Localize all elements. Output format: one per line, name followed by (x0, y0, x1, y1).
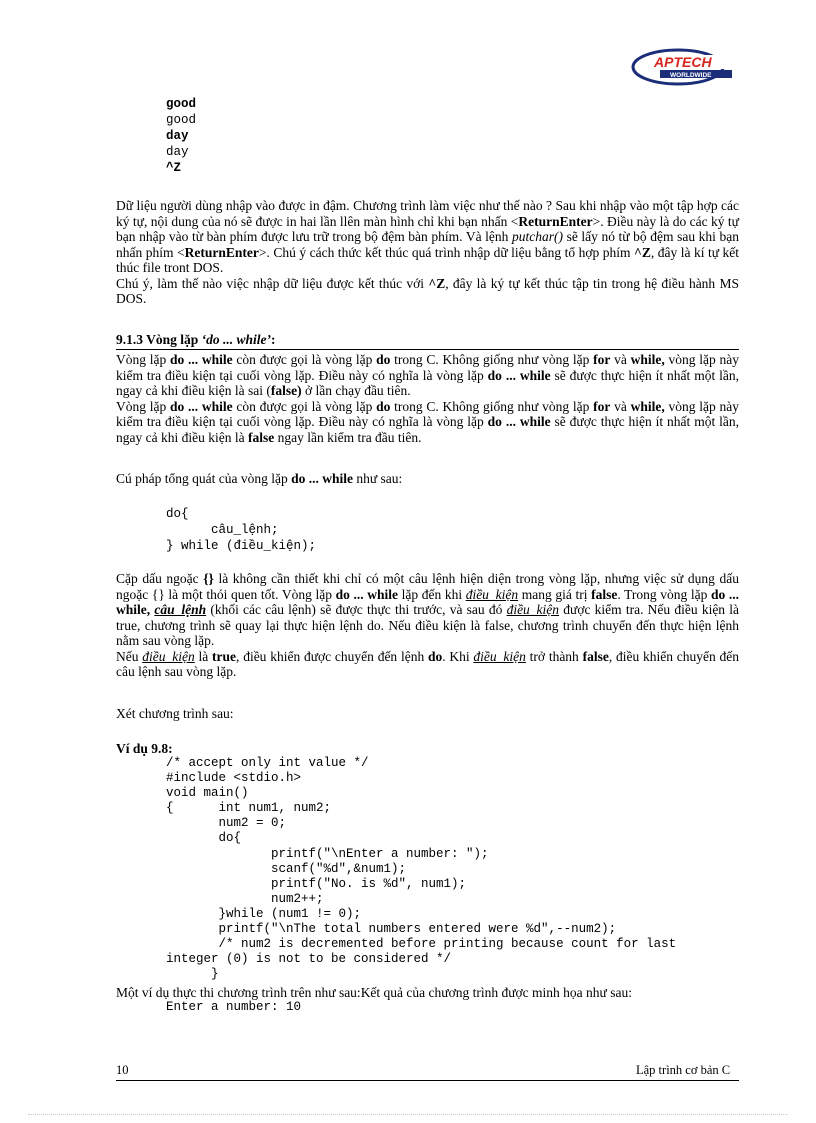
echo-output (166, 96, 196, 176)
example-label: Ví dụ 9.8: (116, 741, 173, 756)
syntax-intro: Cú pháp tổng quát của vòng lặp do ... while như sau: (116, 471, 403, 486)
syntax-code: do{ câu_lệnh; } while (điều_kiện); (166, 507, 317, 553)
aptech-logo (630, 46, 736, 86)
logo-tagline: WORLDWIDE (670, 72, 712, 79)
section-heading: 9.1.3 Vòng lặp ‘do ... while’: (116, 332, 739, 350)
do-while-description (116, 352, 739, 445)
echo-line: day (166, 129, 189, 143)
page-edge (28, 1114, 788, 1115)
echo-line: good (166, 113, 197, 127)
do-while-explanation (116, 571, 739, 680)
example-code: /* accept only int value */ #include <stdio.h> void main() { int num1, num2; num2 = 0; do{ printf("\nEnter a number: "); scanf("%d",&num1); printf("No. is %d", num1); num2++; }while (num1 != 0); printf("\nThe total numbers entered were %d",--num2); /* num2 is decremented before printing because count for last (166, 756, 677, 952)
footer-rule (116, 1080, 739, 1081)
logo-brand: APTECH (654, 54, 712, 70)
output-line: Enter a number: 10 (166, 1000, 302, 1014)
page-number: 10 (116, 1063, 129, 1077)
paragraph: Dữ liệu người dùng nhập vào được in đậm. Chương trình làm việc như thế nào ? Sau khi nhập vào một tập hợp các ký tự, nội dung của nó sẽ được in hai lần llên màn hình chỉ khi bạn nhấn <ReturnEnter>. Điều này là do các ký tự bạn nhập vào từ bàn phím được lưu trữ trong bộ đệm bàn phím. Và lệnh putchar() sẽ lấy nó từ bộ đệm sau khi bạn nhấn phím <ReturnEnter>. Chú ý cách thức kết thúc quá trình nhập dữ liệu bằng tổ hợp phím ^Z, đây là kí tự kết thúc file tront DOS. (116, 198, 740, 275)
example-code-continued: integer (0) is not to be considered */ } (166, 952, 452, 982)
paragraph: Nếu điều_kiện là true, điều khiển được chuyển đến lệnh do. Khi điều_kiện trở thành false, điều khiển chuyển đến câu lệnh sau vòng lặp. (116, 648, 739, 679)
paragraph: Cặp dấu ngoặc {} là không cần thiết khi chỉ có một câu lệnh hiện diện trong vòng lặp, nhưng việc sử dụng dấu ngoặc {} là một thói quen tốt. Vòng lặp do ... while lặp đến khi điều_kiện mang giá trị false. Trong vòng lặp do ... while, câu_lệnh (khối các câu lệnh) sẽ được thực thi trước, và sau đó điều_kiện được kiểm tra. Nếu điều kiện là true, chương trình sẽ quay lại thực hiện lệnh do. Nếu điều kiện là false, chương trình chuyển đến thực hiện lệnh nằm sau vòng lặp. (116, 571, 740, 648)
echo-line: ^Z (166, 161, 182, 175)
output-intro: Một ví dụ thực thi chương trình trên như sau:Kết quả của chương trình được minh họa như sau: (116, 985, 632, 1000)
echo-line: good (166, 97, 197, 111)
echo-line: day (166, 145, 189, 159)
footer-title: Lập trình cơ bản C (636, 1063, 731, 1077)
program-intro: Xét chương trình sau: (116, 706, 234, 721)
intro-paragraphs (116, 198, 739, 307)
paragraph: Vòng lặp do ... while còn được gọi là vòng lặp do trong C. Không giống như vòng lặp for và while, vòng lặp này kiểm tra điều kiện tại cuối vòng lặp. Điều này có nghĩa là vòng lặp do ... while sẽ được thực hiện ít nhất một lần, ngay cả khi điều kiện là sai (false) ở lần chạy đầu tiên. (116, 352, 739, 398)
paragraph: Vòng lặp do ... while còn được gọi là vòng lặp do trong C. Không giống như vòng lặp for và while, vòng lặp này kiểm tra điều kiện tại cuối vòng lặp. Điều này có nghĩa là vòng lặp do ... while sẽ được thực hiện ít nhất một lần, ngay cả khi điều kiện là false ngay lần kiểm tra đầu tiên. (116, 398, 739, 445)
paragraph: Chú ý, làm thế nào việc nhập dữ liệu được kết thúc với ^Z, đây là ký tự kết thúc tập tin trong hệ điều hành MS DOS. (116, 275, 739, 306)
